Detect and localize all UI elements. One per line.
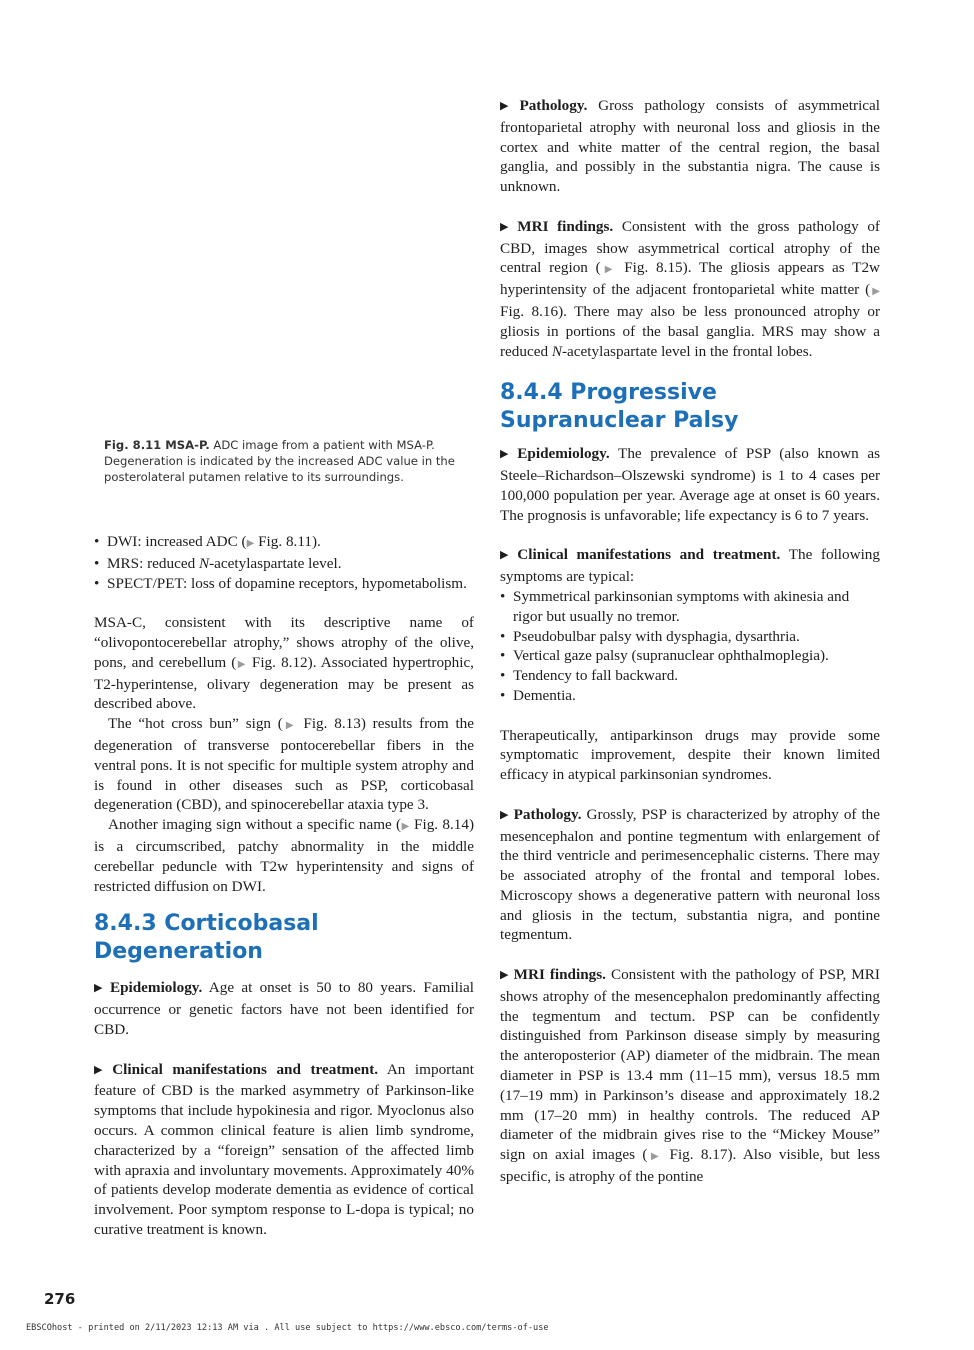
arrow-icon: ▶ xyxy=(236,658,247,670)
figure-caption xyxy=(104,437,464,486)
list-item: • SPECT/PET: loss of dopamine receptors, hypometabolism. xyxy=(94,574,474,594)
arrow-icon: ▶ xyxy=(647,1151,663,1163)
paragraph-mri-cbd: ▶ MRI findings. Consistent with the gross pathology of CBD, images show asymmetrical cortical atrophy of the central region (▶ Fig. 8.15). The gliosis appears as T2w hyperintensity of the adjacent frontoparietal white matter (▶ Fig. 8.16). There may also be less pronounced atrophy or gliosis in portions of the basal ganglia. MRS may show a reduced N-acetylaspartate level in the frontal lobes. xyxy=(500,217,881,360)
page-number: 276 xyxy=(44,1290,76,1308)
list-item: • Tendency to fall backward. xyxy=(500,666,880,686)
list-item: • MRS: reduced N-acetylaspartate level. xyxy=(94,554,474,574)
list-item: • Vertical gaze palsy (supranuclear ophthalmoplegia). xyxy=(500,646,880,666)
paragraph-therapy-psp: Therapeutically, antiparkinson drugs may provide some symptomatic improvement, despite their known limited efficacy in atypical parkinsonian syndromes. xyxy=(500,726,880,784)
figure-reference[interactable]: Fig. 8.16 xyxy=(500,302,559,320)
run-in-arrow-icon: ▶ xyxy=(94,982,106,995)
msa-imaging-list xyxy=(94,532,474,593)
paragraph-pathology-psp: ▶ Pathology. Grossly, PSP is characterized by atrophy of the mesencephalon and pontine tegmentum with enlargement of the third ventricle and perimesencephalic cisterns. There may be associated atrophy of the frontal and temporal lobes. Microscopy shows a degenerative pattern with neuronal loss and gliosis in the tectum, substantia nigra, and pontine tegmentum. xyxy=(500,805,880,944)
print-footer: EBSCOhost - printed on 2/11/2023 12:13 AM via . All use subject to https://www.ebsco.com/terms-of-use xyxy=(26,1323,549,1333)
figure-reference[interactable]: Fig. 8.12 xyxy=(251,653,308,671)
figure-caption-label: Fig. 8.11 MSA-P. xyxy=(104,438,210,452)
paragraph-msa-c: MSA-C, consistent with its descriptive name of “olivopontocerebellar atrophy,” shows atrophy of the olive, pons, and cerebellum (▶ Fig. 8.12). Associated hypertrophic, T2-hyperintense, olivary degeneration may be present as described above. xyxy=(94,614,474,713)
paragraph-pathology-cbd: ▶ Pathology. Gross pathology consists of asymmetrical frontoparietal atrophy with neuronal loss and gliosis in the cortex and white matter of the central region, the basal ganglia, and possibly in the substantia nigra. The cause is unknown. xyxy=(500,97,880,196)
right-column xyxy=(500,96,880,1187)
run-in-arrow-icon: ▶ xyxy=(500,220,514,233)
paragraph-epidemiology-psp: ▶ Epidemiology. The prevalence of PSP (also known as Steele–Richardson–Olszewski syndrome) is 1 to 4 cases per 100,000 population per year. Average age at onset is 60 years. The prognosis is unfavorable; life expectancy is 6 to 7 years. xyxy=(500,445,880,524)
run-in-arrow-icon: ▶ xyxy=(500,448,514,461)
arrow-icon: ▶ xyxy=(401,821,410,833)
arrow-icon: ▶ xyxy=(282,720,297,732)
paragraph-another-sign: Another imaging sign without a specific name (▶ Fig. 8.14) is a circumscribed, patchy abnormality in the middle cerebellar peduncle with T2w hyperintensity and signs of restricted diffusion on DWI. xyxy=(94,816,475,895)
run-in-arrow-icon: ▶ xyxy=(500,808,510,821)
paragraph-clinical-cbd: ▶ Clinical manifestations and treatment. An important feature of CBD is the marked asymmetry of Parkinson-like symptoms that include hypokinesia and rigor. Myoclonus also occurs. A common clinical feature is alien limb syndrome, characterized by a “foreign” sensation of the affected limb with apraxia and involuntary movements. Approximately 40% of patients develop moderate dementia as evidence of cortical involvement. Poor symptom response to L-dopa is typical; no curative treatment is known. xyxy=(94,1060,474,1238)
figure-reference[interactable]: Fig. 8.17 xyxy=(669,1146,728,1164)
paragraph-mri-psp: ▶ MRI findings. Consistent with the pathology of PSP, MRI shows atrophy of the mesencephalon predominantly affecting the tegmentum and tectum. PSP can be confidently distinguished from Parkinson disease simply by measuring the anteroposterior (AP) diameter of the midbrain. The mean diameter in PSP is 13.4 mm (11–15 mm), versus 18.5 mm (17–19 mm) in Parkinson’s disease and approximately 18.2 mm (17–20 mm) in healthy controls. The reduced AP diameter of the midbrain gives rise to the “Mickey Mouse” sign on axial images (▶ Fig. 8.17). Also visible, but less specific, is atrophy of the pontine xyxy=(500,966,880,1186)
figure-reference[interactable]: Fig. 8.13 xyxy=(303,715,361,733)
paragraph-epidemiology-cbd: ▶ Epidemiology. Age at onset is 50 to 80 years. Familial occurrence or genetic factors have not been identified for CBD. xyxy=(94,979,474,1038)
list-item: • Pseudobulbar palsy with dysphagia, dysarthria. xyxy=(500,627,880,647)
arrow-icon: ▶ xyxy=(600,264,617,276)
figure-reference[interactable]: Fig. 8.14 xyxy=(414,816,469,834)
section-heading-psp: 8.4.4 Progressive Supranuclear Palsy xyxy=(500,380,739,434)
list-item: • Dementia. xyxy=(500,686,880,706)
arrow-icon: ▶ xyxy=(246,538,255,549)
section-heading-cbd: 8.4.3 Corticobasal Degeneration xyxy=(94,911,319,965)
arrow-icon: ▶ xyxy=(870,286,880,298)
run-in-arrow-icon: ▶ xyxy=(94,1063,109,1076)
run-in-arrow-icon: ▶ xyxy=(500,549,514,562)
paragraph-clinical-psp: ▶ Clinical manifestations and treatment. The following symptoms are typical: xyxy=(500,546,880,586)
figure-reference[interactable]: Fig. 8.11 xyxy=(258,533,312,550)
figure-reference[interactable]: Fig. 8.15 xyxy=(624,259,683,277)
run-in-arrow-icon: ▶ xyxy=(500,969,510,982)
psp-symptom-list xyxy=(500,587,880,706)
paragraph-hot-cross-bun: The “hot cross bun” sign (▶ Fig. 8.13) results from the degeneration of transverse pontocerebellar fibers in the ventral pons. It is not specific for multiple system atrophy and is found in other diseases such as PSP, corticobasal degeneration (CBD), and spinocerebellar ataxia type 3. xyxy=(94,715,475,814)
figure-caption-text: ADC image from a patient with MSA-P. Degeneration is indicated by the increased ADC value in the posterolateral putamen relative to its surroundings. xyxy=(104,438,455,485)
list-item: • DWI: increased ADC (▶ Fig. 8.11). xyxy=(94,532,474,554)
left-column xyxy=(94,532,474,1240)
run-in-arrow-icon: ▶ xyxy=(500,100,516,112)
list-item: • Symmetrical parkinsonian symptoms with akinesia and rigor but usually no tremor. xyxy=(500,587,880,627)
